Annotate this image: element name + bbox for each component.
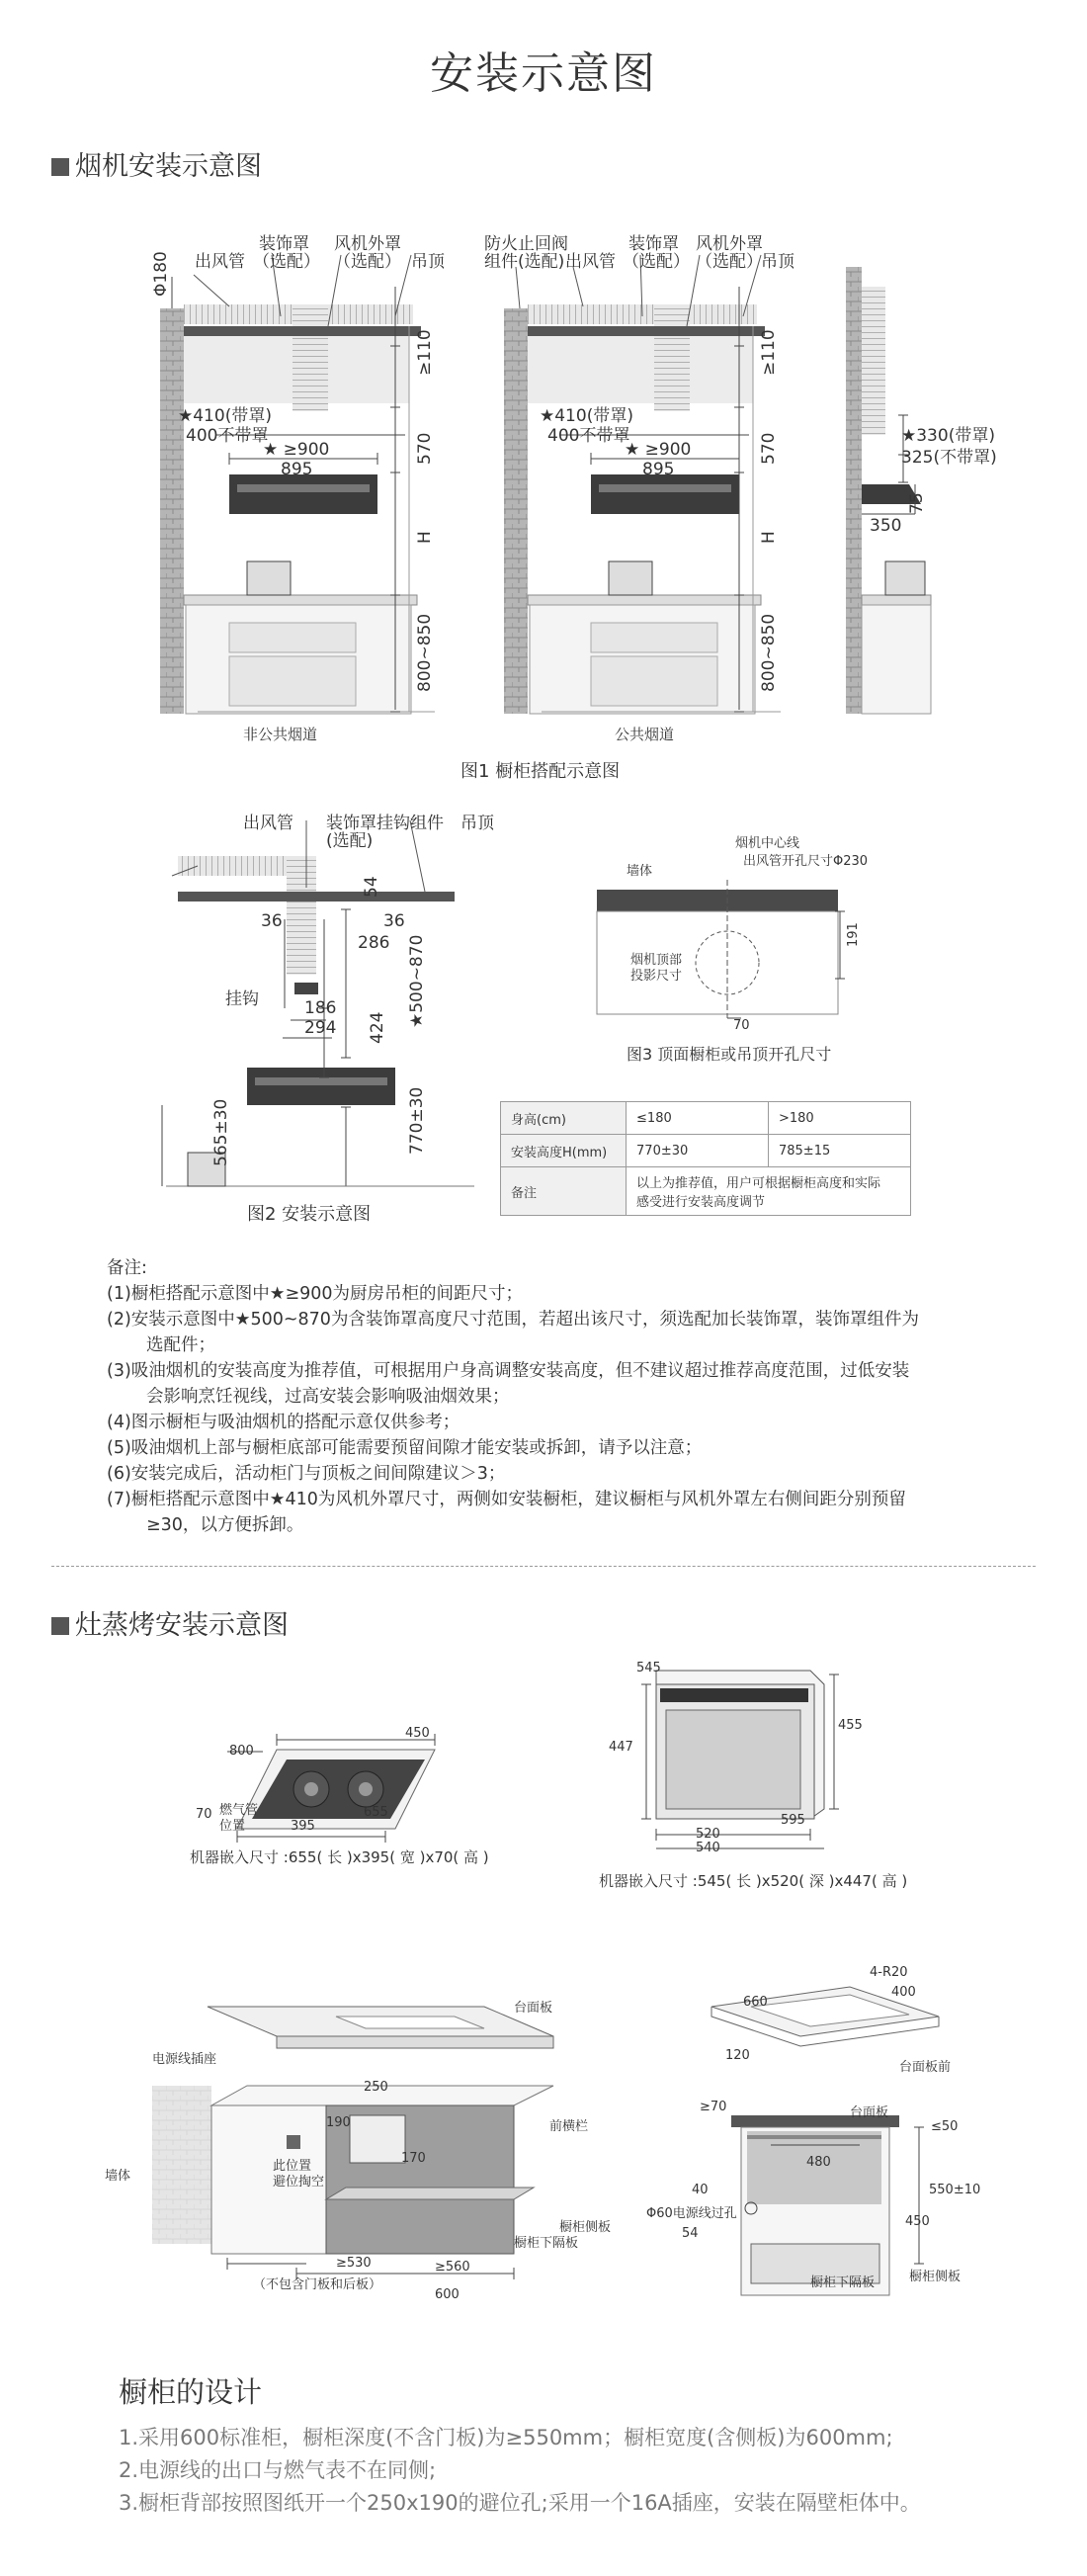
dim-400: 400 bbox=[891, 1985, 916, 2000]
note-item: 选配件； bbox=[146, 1335, 215, 1355]
label-position: 位置 bbox=[219, 1819, 246, 1834]
dim-190: 190 bbox=[326, 2115, 351, 2130]
dim-530: ≥530 bbox=[336, 2256, 372, 2271]
dim-550: 550±10 bbox=[929, 2183, 981, 2197]
label-fan-cover: 风机外罩 bbox=[334, 234, 401, 254]
dim-110: ≥110 bbox=[415, 329, 435, 376]
notes-heading: 备注: bbox=[107, 1258, 147, 1278]
section-marker-icon bbox=[51, 1617, 69, 1635]
dim-800: 800 bbox=[229, 1744, 254, 1759]
dim-191: 191 bbox=[846, 922, 861, 947]
table-cell: 785±15 bbox=[768, 1135, 910, 1167]
dim-655: 655 bbox=[364, 1805, 388, 1820]
note-item: ≥30，以方便拆卸。 bbox=[146, 1515, 304, 1535]
label-gas-pipe: 燃气管 bbox=[219, 1803, 259, 1818]
install-height-table bbox=[500, 1101, 911, 1216]
dim-480: 480 bbox=[806, 2155, 831, 2170]
label-centerline: 烟机中心线 bbox=[735, 836, 800, 851]
label-optional: （选配） bbox=[253, 252, 320, 272]
caption-public-flue: 公共烟道 bbox=[615, 726, 675, 743]
label-fire-valve: 防火止回阀 bbox=[484, 234, 568, 254]
label-countertop-front: 台面板前 bbox=[899, 2060, 952, 2075]
dim-75: 75 bbox=[907, 492, 927, 514]
dim-455: 455 bbox=[838, 1718, 863, 1733]
range-hood bbox=[229, 474, 377, 514]
table-note-line: 感受进行安装高度调节 bbox=[636, 1195, 766, 1210]
dim-450: 450 bbox=[905, 2214, 930, 2229]
dim-900: ★ ≥900 bbox=[263, 440, 330, 460]
table-row bbox=[501, 1102, 911, 1135]
fig1-drawing bbox=[0, 0, 1087, 771]
label-optional: （选配） bbox=[696, 252, 763, 272]
dim-565: 565±30 bbox=[211, 1098, 231, 1166]
label-component: 组件(选配) bbox=[484, 252, 565, 272]
table-note-cell bbox=[627, 1167, 911, 1216]
label-side-panel: 橱柜侧板 bbox=[559, 2220, 612, 2235]
dim-500-870: ★500~870 bbox=[407, 934, 427, 1028]
dim-560: ≥560 bbox=[435, 2260, 470, 2275]
dim-447: 447 bbox=[609, 1740, 633, 1755]
table-cell: 备注 bbox=[501, 1167, 627, 1216]
table-cell: >180 bbox=[768, 1102, 910, 1135]
caption-non-public-flue: 非公共烟道 bbox=[243, 726, 318, 743]
dim-424: 424 bbox=[368, 1011, 387, 1044]
dim-110: ≥110 bbox=[759, 329, 779, 376]
label-ceiling: 吊顶 bbox=[460, 814, 494, 833]
dim-450: 450 bbox=[405, 1726, 430, 1741]
note-item: (1)橱柜搭配示意图中★≥900为厨房吊柜的间距尺寸； bbox=[107, 1284, 524, 1304]
label-power-socket: 电源线插座 bbox=[152, 2052, 217, 2067]
dim-186: 186 bbox=[304, 998, 337, 1018]
fig1-caption: 图1 橱柜搭配示意图 bbox=[460, 761, 621, 782]
label-excluding: （不包含门板和后板） bbox=[253, 2277, 382, 2292]
label-countertop: 台面板 bbox=[514, 2001, 553, 2016]
label-wall: 墙体 bbox=[105, 2169, 131, 2184]
table-note-line: 以上为推荐值，用户可根据橱柜高度和实际 bbox=[636, 1176, 881, 1191]
dim-395: 395 bbox=[291, 1819, 315, 1834]
label-top-projection: 烟机顶部 bbox=[630, 953, 683, 968]
dim-294: 294 bbox=[304, 1018, 337, 1038]
label-front-rail: 前横栏 bbox=[549, 2119, 589, 2134]
page-title: 安装示意图 bbox=[430, 48, 657, 99]
dim-800-850: 800~850 bbox=[759, 613, 779, 692]
table-cell: 安装高度H(mm) bbox=[501, 1135, 627, 1167]
dim-600: 600 bbox=[435, 2287, 460, 2302]
label-hollow: 避位掏空 bbox=[273, 2175, 325, 2190]
label-lower-shelf: 橱柜下隔板 bbox=[514, 2236, 579, 2251]
stove-drawing bbox=[168, 1720, 484, 1858]
table-row bbox=[501, 1135, 911, 1167]
label-this-position: 此位置 bbox=[273, 2159, 312, 2174]
dim-40: 40 bbox=[692, 2183, 709, 2197]
fig1-middle-panel bbox=[504, 255, 781, 714]
dim-250: 250 bbox=[364, 2080, 388, 2095]
dim-36b: 36 bbox=[383, 911, 405, 931]
note-item: (6)安装完成后，活动柜门与顶板之间间隙建议＞3； bbox=[107, 1464, 506, 1484]
label-outlet-duct: 出风管 bbox=[565, 252, 616, 272]
label-power-hole: Φ60电源线过孔 bbox=[646, 2206, 737, 2221]
fig2-caption: 图2 安装示意图 bbox=[247, 1204, 372, 1225]
notes-block bbox=[107, 1255, 996, 1538]
wall-brick bbox=[160, 308, 184, 714]
design-list bbox=[119, 2422, 921, 2520]
dim-545: 545 bbox=[636, 1661, 661, 1675]
dim-900: ★ ≥900 bbox=[625, 440, 692, 460]
section-title-text: 烟机安装示意图 bbox=[75, 151, 262, 182]
dim-400: 400不带罩 bbox=[186, 426, 269, 446]
label-fan-cover: 风机外罩 bbox=[696, 234, 763, 254]
dim-70: 70 bbox=[196, 1807, 212, 1822]
note-item: (5)吸油烟机上部与橱柜底部可能需要预留间隙才能安装或拆卸，请予以注意； bbox=[107, 1438, 703, 1458]
table-cell: ≤180 bbox=[627, 1102, 769, 1135]
label-hook: 挂钩 bbox=[225, 989, 259, 1009]
cabinet-3d-drawing bbox=[138, 1987, 652, 2303]
dim-ge70: ≥70 bbox=[700, 2100, 727, 2114]
dim-350: 350 bbox=[870, 516, 902, 536]
note-item: (3)吸油烟机的安装高度为推荐值，可根据用户身高调整安装高度，但不建议超过推荐高度范围，过低安装 bbox=[107, 1361, 910, 1381]
note-item: (4)图示橱柜与吸油烟机的搭配示意仅供参考； bbox=[107, 1413, 460, 1432]
dim-286: 286 bbox=[358, 933, 390, 953]
note-item: (2)安装示意图中★500~870为含装饰罩高度尺寸范围，若超出该尺寸，须选配加长装饰罩，装饰罩组件为 bbox=[107, 1310, 919, 1330]
design-title: 橱柜的设计 bbox=[119, 2375, 263, 2409]
label-hook-assembly: 装饰罩挂钩组件 bbox=[326, 814, 444, 833]
label-decor-cover: 装饰罩 bbox=[628, 234, 679, 254]
label-side-panel: 橱柜侧板 bbox=[909, 2270, 962, 2284]
section-title-text: 灶蒸烤安装示意图 bbox=[75, 1610, 289, 1641]
dim-410: ★410(带罩) bbox=[178, 406, 272, 426]
dim-540: 540 bbox=[696, 1841, 720, 1855]
design-item: 3.橱柜背部按照图纸开一个250x190的避位孔;采用一个16A插座，安装在隔壁柜体中。 bbox=[119, 2491, 921, 2515]
dim-H: H bbox=[759, 531, 779, 544]
label-ceiling: 吊顶 bbox=[411, 252, 445, 272]
dim-54: 54 bbox=[682, 2226, 699, 2241]
note-item: (7)橱柜搭配示意图中★410为风机外罩尺寸，两侧如安装橱柜，建议橱柜与风机外罩左右侧间距分别预留 bbox=[107, 1490, 906, 1509]
dim-120: 120 bbox=[725, 2048, 750, 2063]
label-hole-size: 出风管开孔尺寸Φ230 bbox=[743, 854, 869, 869]
section-divider bbox=[51, 1566, 1036, 1567]
dim-595: 595 bbox=[781, 1813, 805, 1828]
oven-caption: 机器嵌入尺寸 :545( 长 )x520( 深 )x447( 高 ) bbox=[599, 1872, 908, 1890]
dim-800-850: 800~850 bbox=[415, 613, 435, 692]
dim-770: 770±30 bbox=[407, 1086, 427, 1155]
label-outlet-duct: 出风管 bbox=[243, 814, 293, 833]
dim-4-R20: 4-R20 bbox=[870, 1965, 908, 1980]
table-cell: 770±30 bbox=[627, 1135, 769, 1167]
dim-36a: 36 bbox=[261, 911, 283, 931]
dim-520: 520 bbox=[696, 1827, 720, 1842]
table-cell: 身高(cm) bbox=[501, 1102, 627, 1135]
fig3-caption: 图3 顶面橱柜或吊顶开孔尺寸 bbox=[627, 1045, 832, 1064]
dim-325: 325(不带罩) bbox=[901, 448, 997, 468]
label-optional: (选配) bbox=[326, 831, 374, 851]
label-optional: （选配） bbox=[334, 252, 401, 272]
dim-570: 570 bbox=[415, 432, 435, 465]
label-wall: 墙体 bbox=[627, 864, 653, 879]
oven-drawing bbox=[613, 1661, 870, 1858]
design-item: 1.采用600标准柜，橱柜深度(不含门板)为≥550mm；橱柜宽度(含侧板)为600mm; bbox=[119, 2426, 893, 2449]
label-outlet-duct: 出风管 bbox=[195, 252, 245, 272]
dim-400: 400不带罩 bbox=[547, 426, 630, 446]
dim-570: 570 bbox=[759, 432, 779, 465]
label-top-projection-2: 投影尺寸 bbox=[630, 969, 683, 984]
fig1-left-panel bbox=[160, 255, 435, 714]
label-optional: （选配） bbox=[623, 252, 690, 272]
dim-70: 70 bbox=[733, 1018, 750, 1033]
stove-caption: 机器嵌入尺寸 :655( 长 )x395( 宽 )x70( 高 ) bbox=[190, 1848, 489, 1866]
dim-660: 660 bbox=[743, 1995, 768, 2010]
label-decor-cover: 装饰罩 bbox=[259, 234, 309, 254]
dim-phi180: Φ180 bbox=[151, 251, 171, 297]
dim-410: ★410(带罩) bbox=[540, 406, 633, 426]
dim-54: 54 bbox=[362, 876, 381, 898]
note-item: 会影响烹饪视线，过高安装会影响吸油烟效果； bbox=[146, 1387, 510, 1407]
dim-170: 170 bbox=[401, 2151, 426, 2166]
dim-H: H bbox=[415, 531, 435, 544]
table-row bbox=[501, 1167, 911, 1216]
label-countertop: 台面板 bbox=[850, 2105, 889, 2120]
label-ceiling: 吊顶 bbox=[761, 252, 794, 272]
dim-le50: ≤50 bbox=[931, 2119, 959, 2134]
section-title-stove bbox=[51, 1603, 289, 1642]
label-lower-shelf: 橱柜下隔板 bbox=[810, 2275, 876, 2290]
dim-330: ★330(带罩) bbox=[901, 426, 995, 446]
dim-895: 895 bbox=[281, 460, 313, 479]
fig1-right-panel bbox=[846, 267, 931, 714]
design-item: 2.电源线的出口与燃气表不在同侧; bbox=[119, 2458, 437, 2482]
dim-895: 895 bbox=[642, 460, 675, 479]
